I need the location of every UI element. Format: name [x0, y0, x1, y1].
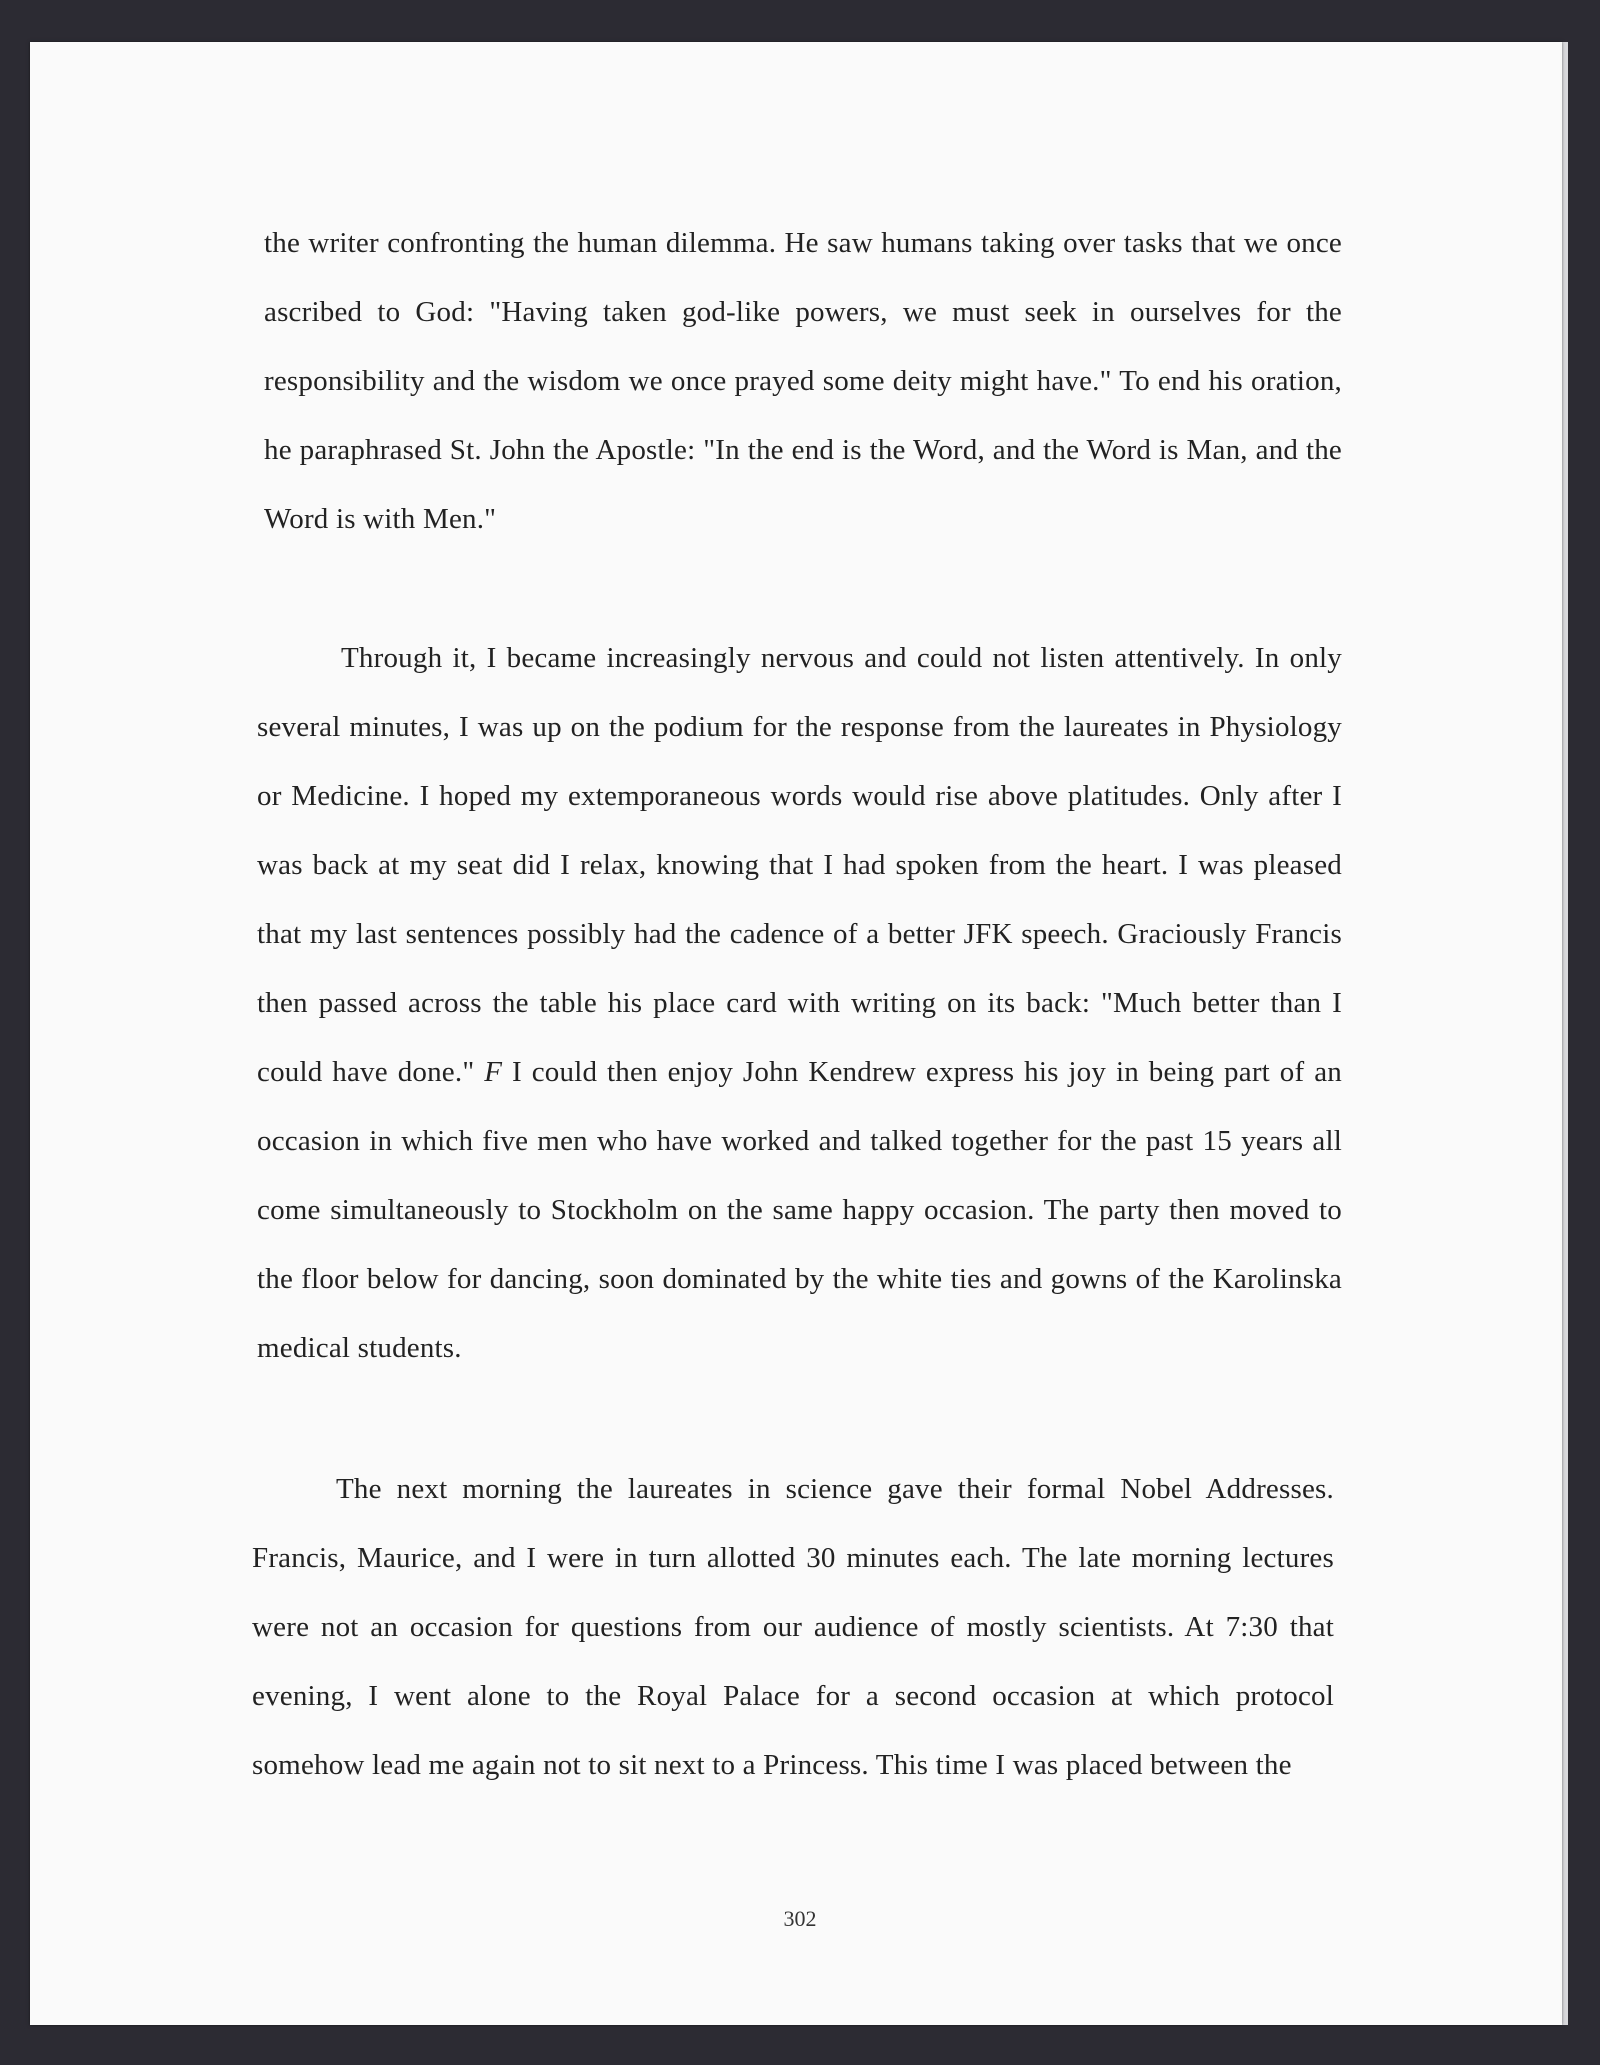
paragraph-1-text: the writer confronting the human dilemma. He saw humans taking over tasks that we once ascribed to God: "Having taken god-like powers, we must seek in ourselves for the responsibility and the wisdom we once prayed some deity might have." To end his oration, he paraphrased St. John the Apostle: "In the end is the Word, and the Word is Man, and the Word is with Men.": [264, 227, 1342, 535]
paragraph-1: [264, 209, 1342, 554]
paragraph-2: [257, 624, 1342, 1383]
paragraph-2-text-start: Through it, I became increasingly nervous and could not listen attentively. In only several minutes, I was up on the podium for the response from the laureates in Physiology or Medicine. I hoped my extemporaneous words would rise above platitudes. Only after I was back at my seat did I relax, knowing that I had spoken from the heart. I was pleased that my last sentences possibly had the cadence of a better JFK speech. Graciously Francis then passed across the table his place card with writing on its back: "Much better than I could have done.": [257, 642, 1342, 1088]
page-number: 302: [783, 1906, 817, 1931]
paragraph-3: [252, 1455, 1334, 1800]
paper-edge: [1562, 42, 1568, 2025]
paragraph-2-text-end: I could then enjoy John Kendrew express his joy in being part of an occasion in which five men who have worked and talked together for the past 15 years all come simultaneously to Stockholm on the same happy occasion. The party then moved to the floor below for dancing, soon dominated by the white ties and gowns of the Karolinska medical students.: [257, 1056, 1342, 1364]
handwritten-initial-mark: F: [484, 1056, 503, 1088]
paragraph-2-text: [257, 624, 1342, 1383]
paragraph-3-text: The next morning the laureates in science gave their formal Nobel Addresses. Francis, Maurice, and I were in turn allotted 30 minutes each. The late morning lectures were not an occasion for questions from our audience of mostly scientists. At 7:30 that evening, I went alone to the Royal Palace for a second occasion at which protocol somehow lead me again not to sit next to a Princess. This time I was placed between the: [252, 1473, 1334, 1781]
